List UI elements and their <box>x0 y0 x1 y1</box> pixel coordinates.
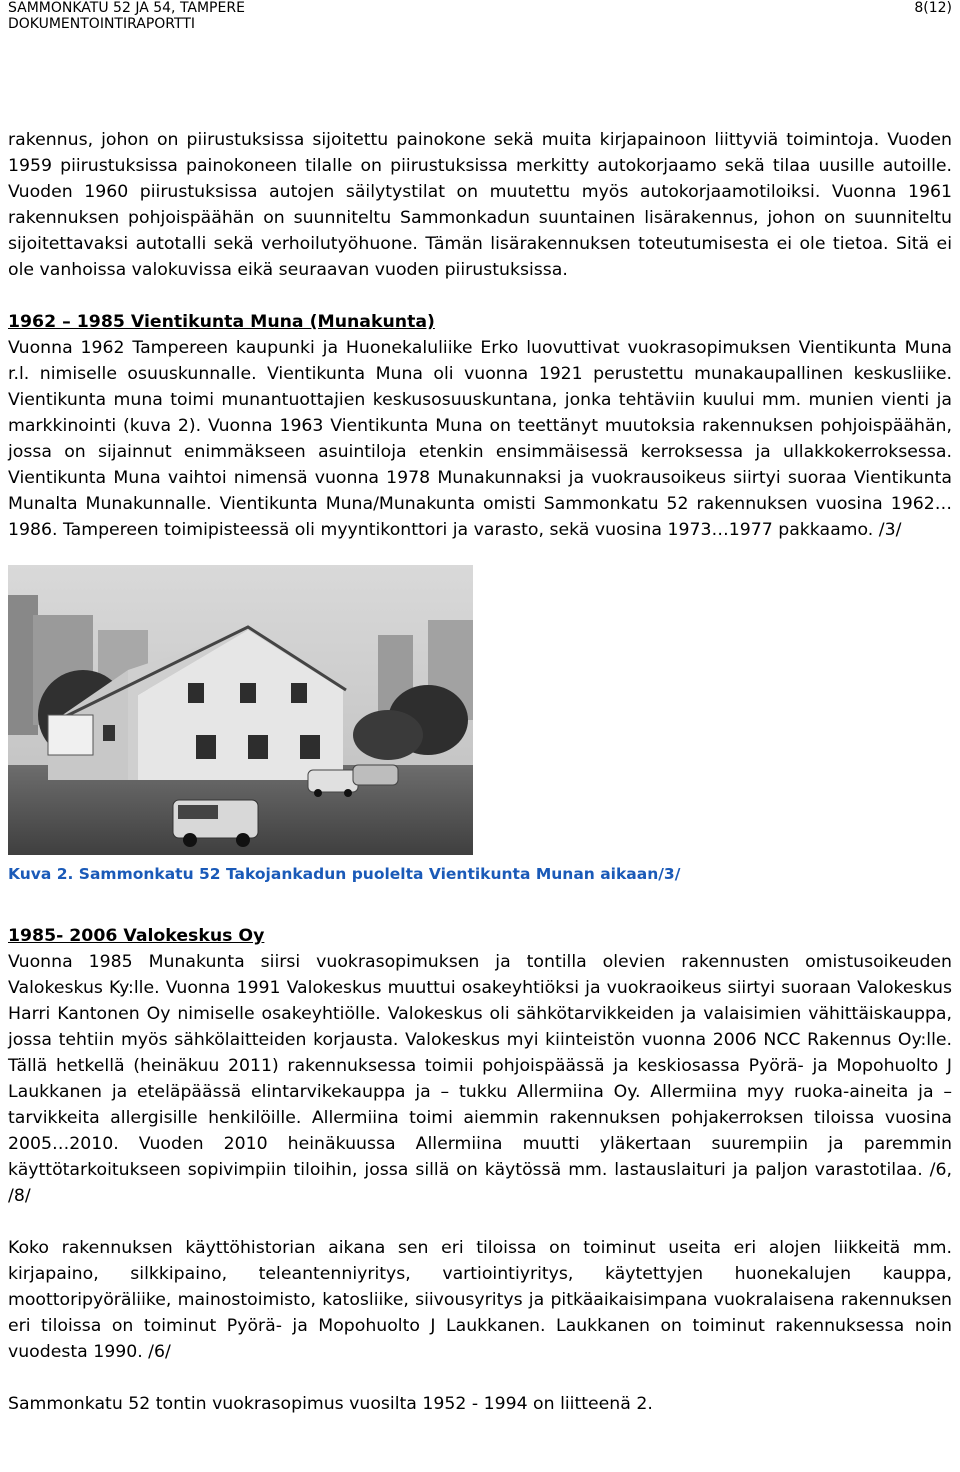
building-photo-illustration <box>8 565 473 855</box>
paragraph-valokeskus: Vuonna 1985 Munakunta siirsi vuokrasopimuksen ja tontilla olevien rakennusten omistusoikeuden Valokeskus Ky:lle. Vuonna 1991 Valokeskus muuttui osakeyhtiöksi ja vuokraoikeus siirtyi suoraan Valokeskus Harri Kantonen Oy nimiselle osakeyhtiölle. Valokeskus oli sähkötarvikkeiden ja valaisimien vähittäiskauppa, jossa tehtiin myös sähkölaitteiden korjausta. Valokeskus myi kiinteistön vuonna 2006 NCC Rakennus Oy:lle. Tällä hetkellä (heinäkuu 2011) rakennuksessa toimii pohjoispäässä ja keskiosassa Pyörä- ja Mopohuolto J Laukkanen ja eteläpäässä elintarvikekauppa ja – tukku Allermiina Oy. Allermiina myy ruoka-aineita ja – tarvikkeita allergisille henkilöille. Allermiina toimi aiemmin rakennuksen pohjakerroksen tiloissa vuosina 2005…2010. Vuoden 2010 heinäkuussa Allermiina muutti yläkertaan suurempiin ja paremmin käyttötarkoitukseen sopivimpiin tiloihin, jossa sillä on käytössä mm. lastauslaituri ja paljon varastotilaa. /6, /8/ <box>8 952 952 1206</box>
page-number: 8(12) <box>914 0 952 16</box>
paragraph-vientikunta: Vuonna 1962 Tampereen kaupunki ja Huonekaluliike Erko luovuttivat vuokrasopimuksen Vientikunta Muna r.l. nimiselle osuuskunnalle. Vientikunta Muna oli vuonna 1921 perustettu munakaupallinen keskusliike. Vientikunta muna toimi munantuottajien keskusosuuskuntana, jonka tehtäviin kuului mm. munien vienti ja markkinointi (kuva 2). Vuonna 1963 Vientikunta Muna on teettänyt muutoksia rakennuksen pohjoispäähän, jossa on sijainnut enimmäkseen asuintiloja etenkin ensimmäisessä kerroksessa ja ullakkokerroksessa. Vientikunta Muna vaihtoi nimensä vuonna 1978 Munakunnaksi ja vuokrausoikeus siirtyi suoraa Vientikunta Munalta Munakunnalle. Vientikunta Muna/Munakunta omisti Sammonkatu 52 rakennuksen vuosina 1962…1986. Tampereen toimipisteessä oli myyntikonttori ja varasto, sekä vuosina 1973…1977 pakkaamo. /3/ <box>8 338 952 540</box>
header-title-block <box>8 0 245 32</box>
section-heading-valokeskus: 1985- 2006 Valokeskus Oy <box>8 926 265 946</box>
figure-caption: Kuva 2. Sammonkatu 52 Takojankadun puolelta Vientikunta Munan aikaan/3/ <box>8 865 681 883</box>
page-header <box>8 0 952 32</box>
document-body <box>8 127 952 1417</box>
paragraph-history: Koko rakennuksen käyttöhistorian aikana sen eri tiloissa on toiminut useita eri alojen liikkeitä mm. kirjapaino, silkkipaino, teleantenniyritys, vartiointiyritys, käytettyjen huonekalujen kauppa, moottoripyöräliike, mainostoimisto, katosliike, siivousyritys ja pitkäaikaisimpana vuokralaisena rakennuksen eri tiloissa on toiminut Pyörä- ja Mopohuolto J Laukkanen. Laukkanen on toiminut rakennuksessa noin vuodesta 1990. /6/ <box>8 1238 952 1362</box>
header-title-line2: DOKUMENTOINTIRAPORTTI <box>8 16 195 32</box>
historical-photo <box>8 565 473 855</box>
paragraph-lease-note: Sammonkatu 52 tontin vuokrasopimus vuosilta 1952 - 1994 on liitteenä 2. <box>8 1394 653 1414</box>
section-heading-vientikunta: 1962 – 1985 Vientikunta Muna (Munakunta) <box>8 312 435 332</box>
header-title-line1: SAMMONKATU 52 JA 54, TAMPERE <box>8 0 245 16</box>
paragraph-intro: rakennus, johon on piirustuksissa sijoitettu painokone sekä muita kirjapainoon liittyviä toimintoja. Vuoden 1959 piirustuksissa painokoneen tilalle on piirustuksissa merkitty autokorjaamo sekä tilaa uusille autoille. Vuoden 1960 piirustuksissa autojen säilytystilat on muutettu myös autokorjaamotiloiksi. Vuonna 1961 rakennuksen pohjoispäähän on suunniteltu Sammonkadun suuntainen lisärakennus, johon on suunniteltu sijoitettavaksi autotalli sekä verhoilutyöhuone. Tämän lisärakennuksen toteutumisesta ei ole tietoa. Sitä ei ole vanhoissa valokuvissa eikä seuraavan vuoden piirustuksissa. <box>8 130 952 280</box>
